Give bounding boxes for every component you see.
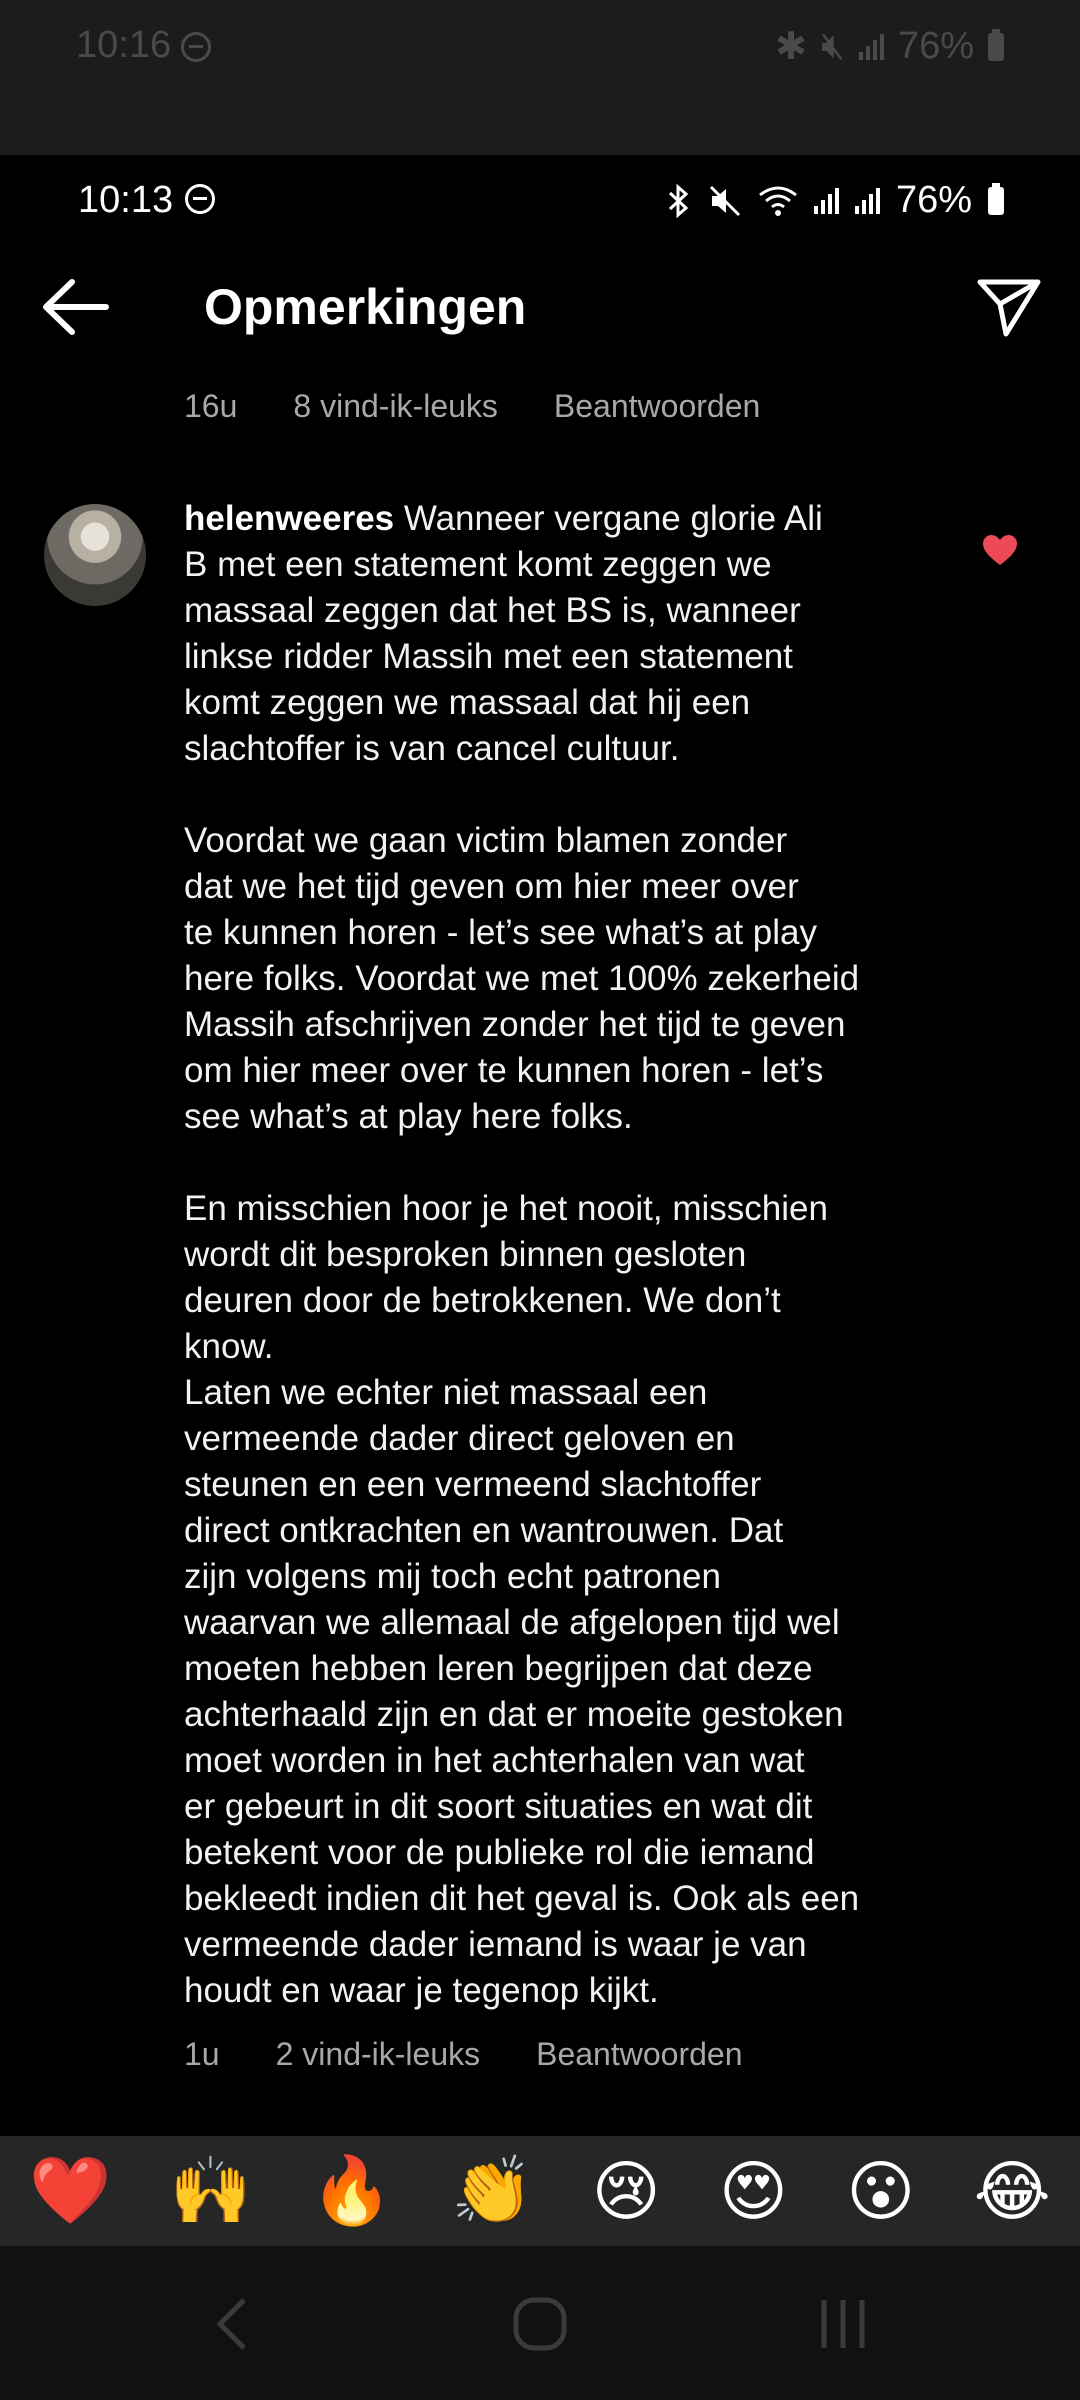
bluetooth-icon — [666, 184, 692, 218]
signal-icon — [859, 34, 884, 60]
nav-home-icon[interactable] — [512, 2296, 568, 2352]
outer-status-time: 10:16 — [76, 24, 211, 67]
emoji-heart[interactable]: ❤️ — [29, 2153, 112, 2227]
mute-icon — [708, 184, 742, 218]
bluetooth-icon: ✱ — [775, 26, 807, 68]
previous-comment-age: 16u — [184, 388, 238, 424]
dnd-icon — [181, 32, 211, 62]
emoji-clap[interactable]: 👏 — [451, 2153, 534, 2227]
status-icons — [666, 179, 1004, 222]
comment-username[interactable]: helenweeres — [184, 499, 395, 538]
battery-icon — [988, 187, 1004, 215]
outer-status-bar — [0, 0, 1080, 155]
status-bar — [0, 155, 1080, 245]
emoji-crying[interactable]: 😢 — [591, 2153, 661, 2228]
battery-icon — [988, 33, 1004, 61]
previous-comment-reply-button[interactable]: Beantwoorden — [553, 388, 761, 424]
comment-body: Wanneer vergane glorie Ali B met een statement komt zeggen we massaal zeggen dat het BS is, wanneer linkse ridder Massih met een statement komt zeggen we massaal dat hij een slachtoffer is van cancel cultuur. Voordat we gaan victim blamen zonder dat we het tijd geven om hier meer over te kunnen horen - let’s see what’s at play here folks. Voordat we met 100% zekerheid Massih afschrijven zonder het tijd te geven om hier meer over te kunnen horen - let’s see what’s at play here folks. En misschien hoor je het nooit, misschien wordt dit besproken binnen gesloten deuren door de betrokkenen. We don’t know. Laten we echter niet massaal een vermeende dader direct geloven en steunen en een vermeend slachtoffer direct ontkrachten en wantrouwen. Dat zijn volgens mij toch echt patronen waarvan we allemaal de afgelopen tijd wel moeten hebben leren begrijpen dat deze achterhaald zijn en dat er moeite gestoken moet worden in het achterhalen van wat er gebeurt in dit soort situaties en wat dit betekent voor de publieke rol die iemand bekleedt indien dit het geval is. Ook als een vermeende dader iemand is waar je van houdt en waar je tegenop kijkt. — [184, 499, 860, 2010]
back-arrow-icon[interactable] — [40, 276, 110, 338]
emoji-surprised[interactable]: 😮 — [846, 2153, 916, 2228]
send-icon[interactable] — [976, 276, 1042, 338]
wifi-icon — [758, 185, 798, 217]
emoji-raised-hands[interactable]: 🙌 — [169, 2153, 253, 2227]
avatar[interactable] — [44, 504, 146, 606]
comment-likes[interactable]: 2 vind-ik-leuks — [275, 2036, 481, 2072]
outer-status-icons — [775, 24, 1004, 69]
signal-icon — [814, 188, 839, 214]
mute-icon: 🔇︎ — [820, 25, 845, 67]
comment-age: 1u — [184, 2036, 220, 2072]
battery-text: 76% — [895, 179, 972, 221]
like-heart-icon[interactable] — [982, 534, 1018, 566]
emoji-reaction-bar — [0, 2136, 1080, 2246]
status-time: 10:13 — [78, 179, 215, 222]
comment-meta — [184, 2036, 798, 2073]
previous-comment-meta — [184, 388, 816, 425]
comment-reply-button[interactable]: Beantwoorden — [536, 2036, 743, 2072]
emoji-fire[interactable]: 🔥 — [310, 2153, 393, 2227]
nav-back-icon[interactable] — [214, 2296, 250, 2352]
previous-comment-likes[interactable]: 8 vind-ik-leuks — [293, 388, 498, 424]
signal-icon-2 — [855, 188, 880, 214]
emoji-laughing[interactable]: 😂 — [973, 2153, 1051, 2228]
system-nav-bar — [0, 2246, 1080, 2400]
emoji-heart-eyes[interactable]: 😍 — [719, 2153, 788, 2228]
nav-recents-icon[interactable] — [818, 2296, 868, 2352]
comment-text — [184, 496, 944, 2014]
dnd-icon — [185, 184, 215, 214]
page-title: Opmerkingen — [204, 279, 527, 335]
outer-battery-text: 76% — [897, 25, 974, 67]
header — [0, 248, 1080, 368]
